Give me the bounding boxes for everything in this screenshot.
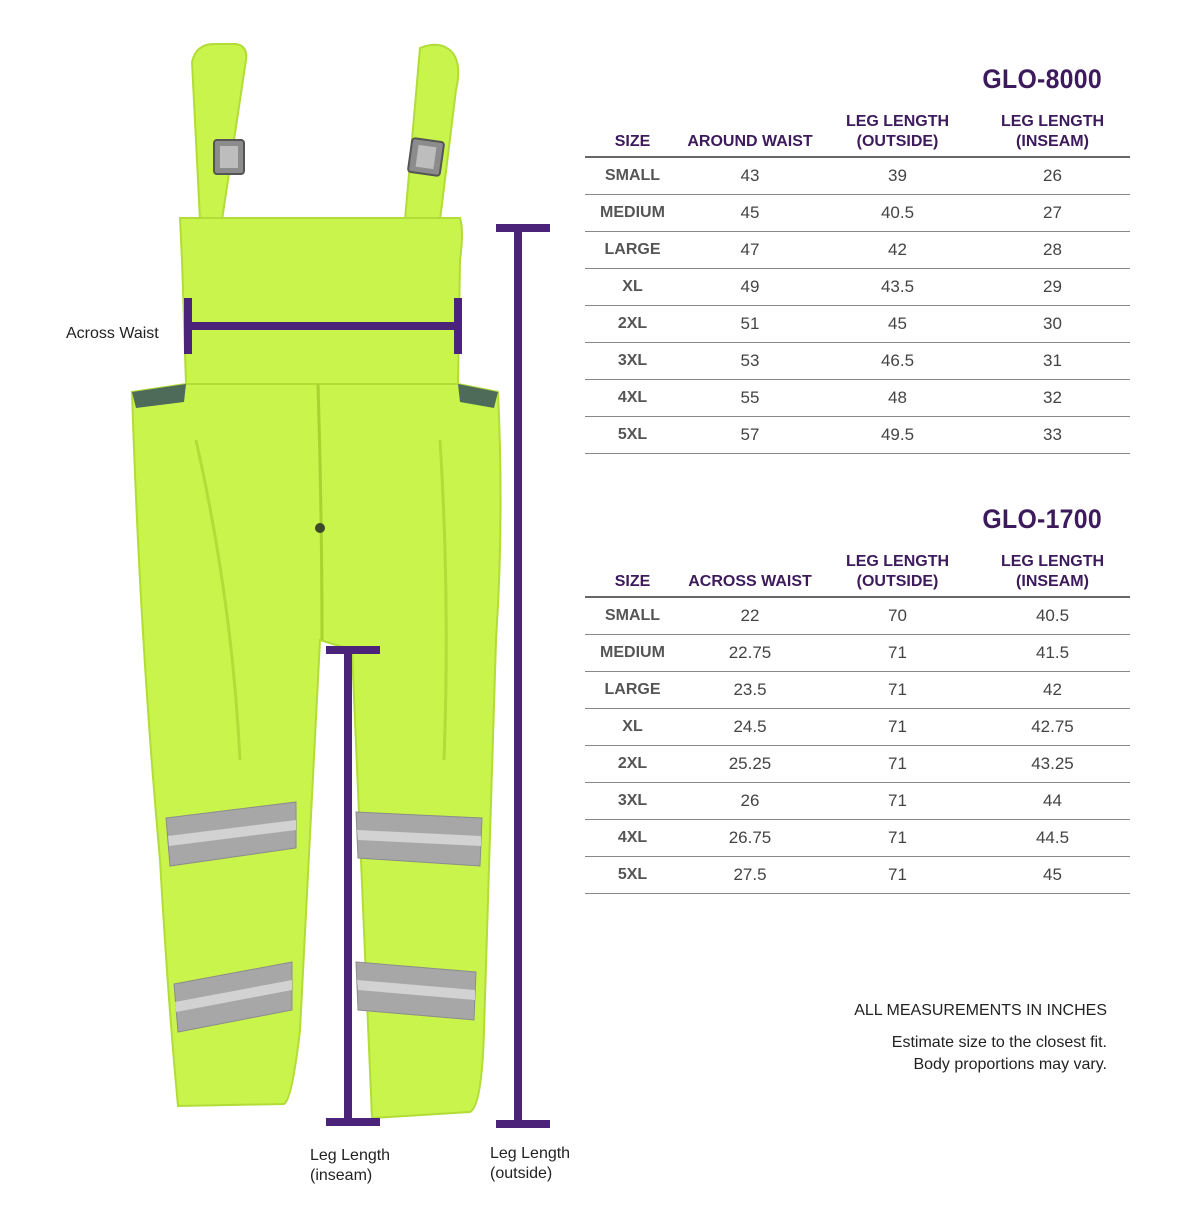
column-header: ACROSS WAIST	[680, 548, 820, 597]
measurement-cell: 32	[975, 380, 1130, 417]
table-row	[585, 195, 1130, 232]
table-row	[585, 820, 1130, 857]
table-row	[585, 269, 1130, 306]
measurement-cell: 40.5	[975, 597, 1130, 635]
measurement-cell: 43.25	[975, 746, 1130, 783]
fly-snap	[315, 523, 325, 533]
column-header: LEG LENGTH (INSEAM)	[975, 548, 1130, 597]
size-cell: LARGE	[585, 672, 680, 709]
bib-overalls-illustration	[0, 0, 600, 1200]
outside-length-measure	[496, 224, 550, 1128]
measurement-cell: 26	[680, 783, 820, 820]
table-row	[585, 635, 1130, 672]
measurement-cell: 47	[680, 232, 820, 269]
table-row	[585, 306, 1130, 343]
table-title: GLO-8000	[982, 64, 1102, 94]
table-row	[585, 380, 1130, 417]
column-header: LEG LENGTH (INSEAM)	[975, 108, 1130, 157]
header-row	[585, 548, 1130, 597]
measurement-cell: 42	[820, 232, 975, 269]
measurement-cell: 45	[820, 306, 975, 343]
measurement-cell: 24.5	[680, 709, 820, 746]
size-cell: SMALL	[585, 597, 680, 635]
across-waist-label: Across Waist	[66, 325, 159, 342]
measurement-cell: 26	[975, 157, 1130, 195]
measurement-cell: 33	[975, 417, 1130, 454]
table-row	[585, 672, 1130, 709]
measurement-cell: 31	[975, 343, 1130, 380]
measurement-cell: 71	[820, 635, 975, 672]
measurement-cell: 27	[975, 195, 1130, 232]
column-header: LEG LENGTH (OUTSIDE)	[820, 548, 975, 597]
size-table	[585, 108, 1130, 454]
measurement-cell: 29	[975, 269, 1130, 306]
column-header: AROUND WAIST	[680, 108, 820, 157]
measurement-cell: 53	[680, 343, 820, 380]
size-cell: 5XL	[585, 857, 680, 894]
size-table-glo-8000	[585, 64, 1130, 464]
size-cell: 5XL	[585, 417, 680, 454]
outside-length-label: Leg Length (outside)	[490, 1145, 571, 1182]
fit-note-line-1: Estimate size to the closest fit.	[891, 1034, 1107, 1051]
size-table-glo-1700	[585, 504, 1130, 904]
measurement-cell: 48	[820, 380, 975, 417]
measurement-cell: 51	[680, 306, 820, 343]
header-row	[585, 108, 1130, 157]
table-row	[585, 783, 1130, 820]
fit-note-line-2: Body proportions may vary.	[913, 1056, 1107, 1073]
measurement-cell: 27.5	[680, 857, 820, 894]
size-cell: 3XL	[585, 343, 680, 380]
measurement-cell: 43	[680, 157, 820, 195]
measurement-cell: 46.5	[820, 343, 975, 380]
table-row	[585, 597, 1130, 635]
size-cell: 2XL	[585, 746, 680, 783]
size-cell: 2XL	[585, 306, 680, 343]
measurement-cell: 22.75	[680, 635, 820, 672]
size-cell: 4XL	[585, 380, 680, 417]
table-row	[585, 343, 1130, 380]
measurement-cell: 25.25	[680, 746, 820, 783]
measurement-cell: 71	[820, 820, 975, 857]
measurement-cell: 41.5	[975, 635, 1130, 672]
size-cell: MEDIUM	[585, 635, 680, 672]
measurement-cell: 45	[975, 857, 1130, 894]
size-cell: XL	[585, 709, 680, 746]
size-cell: MEDIUM	[585, 195, 680, 232]
measurement-cell: 49.5	[820, 417, 975, 454]
table-row	[585, 857, 1130, 894]
table-body	[585, 157, 1130, 454]
table-row	[585, 417, 1130, 454]
measurement-cell: 70	[820, 597, 975, 635]
measurement-cell: 43.5	[820, 269, 975, 306]
measurement-cell: 49	[680, 269, 820, 306]
size-cell: LARGE	[585, 232, 680, 269]
bib-panel	[180, 218, 462, 384]
table-body	[585, 597, 1130, 894]
measurement-cell: 42	[975, 672, 1130, 709]
measurement-cell: 71	[820, 783, 975, 820]
units-note: ALL MEASUREMENTS IN INCHES	[854, 1002, 1107, 1019]
size-cell: 4XL	[585, 820, 680, 857]
measurement-cell: 71	[820, 709, 975, 746]
inseam-label: Leg Length (inseam)	[310, 1147, 391, 1184]
measurement-cell: 42.75	[975, 709, 1130, 746]
measurement-cell: 71	[820, 857, 975, 894]
size-cell: 3XL	[585, 783, 680, 820]
measurement-cell: 39	[820, 157, 975, 195]
table-row	[585, 709, 1130, 746]
overalls-drawing	[0, 0, 600, 1200]
measurement-cell: 44	[975, 783, 1130, 820]
measurement-cell: 28	[975, 232, 1130, 269]
table-row	[585, 157, 1130, 195]
measurement-cell: 57	[680, 417, 820, 454]
table-title: GLO-1700	[982, 504, 1102, 534]
measurement-cell: 40.5	[820, 195, 975, 232]
column-header: SIZE	[585, 548, 680, 597]
size-cell: XL	[585, 269, 680, 306]
measurement-cell: 22	[680, 597, 820, 635]
table-row	[585, 746, 1130, 783]
size-cell: SMALL	[585, 157, 680, 195]
right-strap	[405, 45, 458, 220]
size-table	[585, 548, 1130, 894]
measurement-cell: 45	[680, 195, 820, 232]
measurement-cell: 44.5	[975, 820, 1130, 857]
left-strap	[192, 44, 246, 220]
measurement-cell: 71	[820, 746, 975, 783]
measurement-cell: 26.75	[680, 820, 820, 857]
measurement-cell: 30	[975, 306, 1130, 343]
measurement-cell: 55	[680, 380, 820, 417]
measurement-cell: 71	[820, 672, 975, 709]
measurement-cell: 23.5	[680, 672, 820, 709]
column-header: LEG LENGTH (OUTSIDE)	[820, 108, 975, 157]
table-row	[585, 232, 1130, 269]
column-header: SIZE	[585, 108, 680, 157]
